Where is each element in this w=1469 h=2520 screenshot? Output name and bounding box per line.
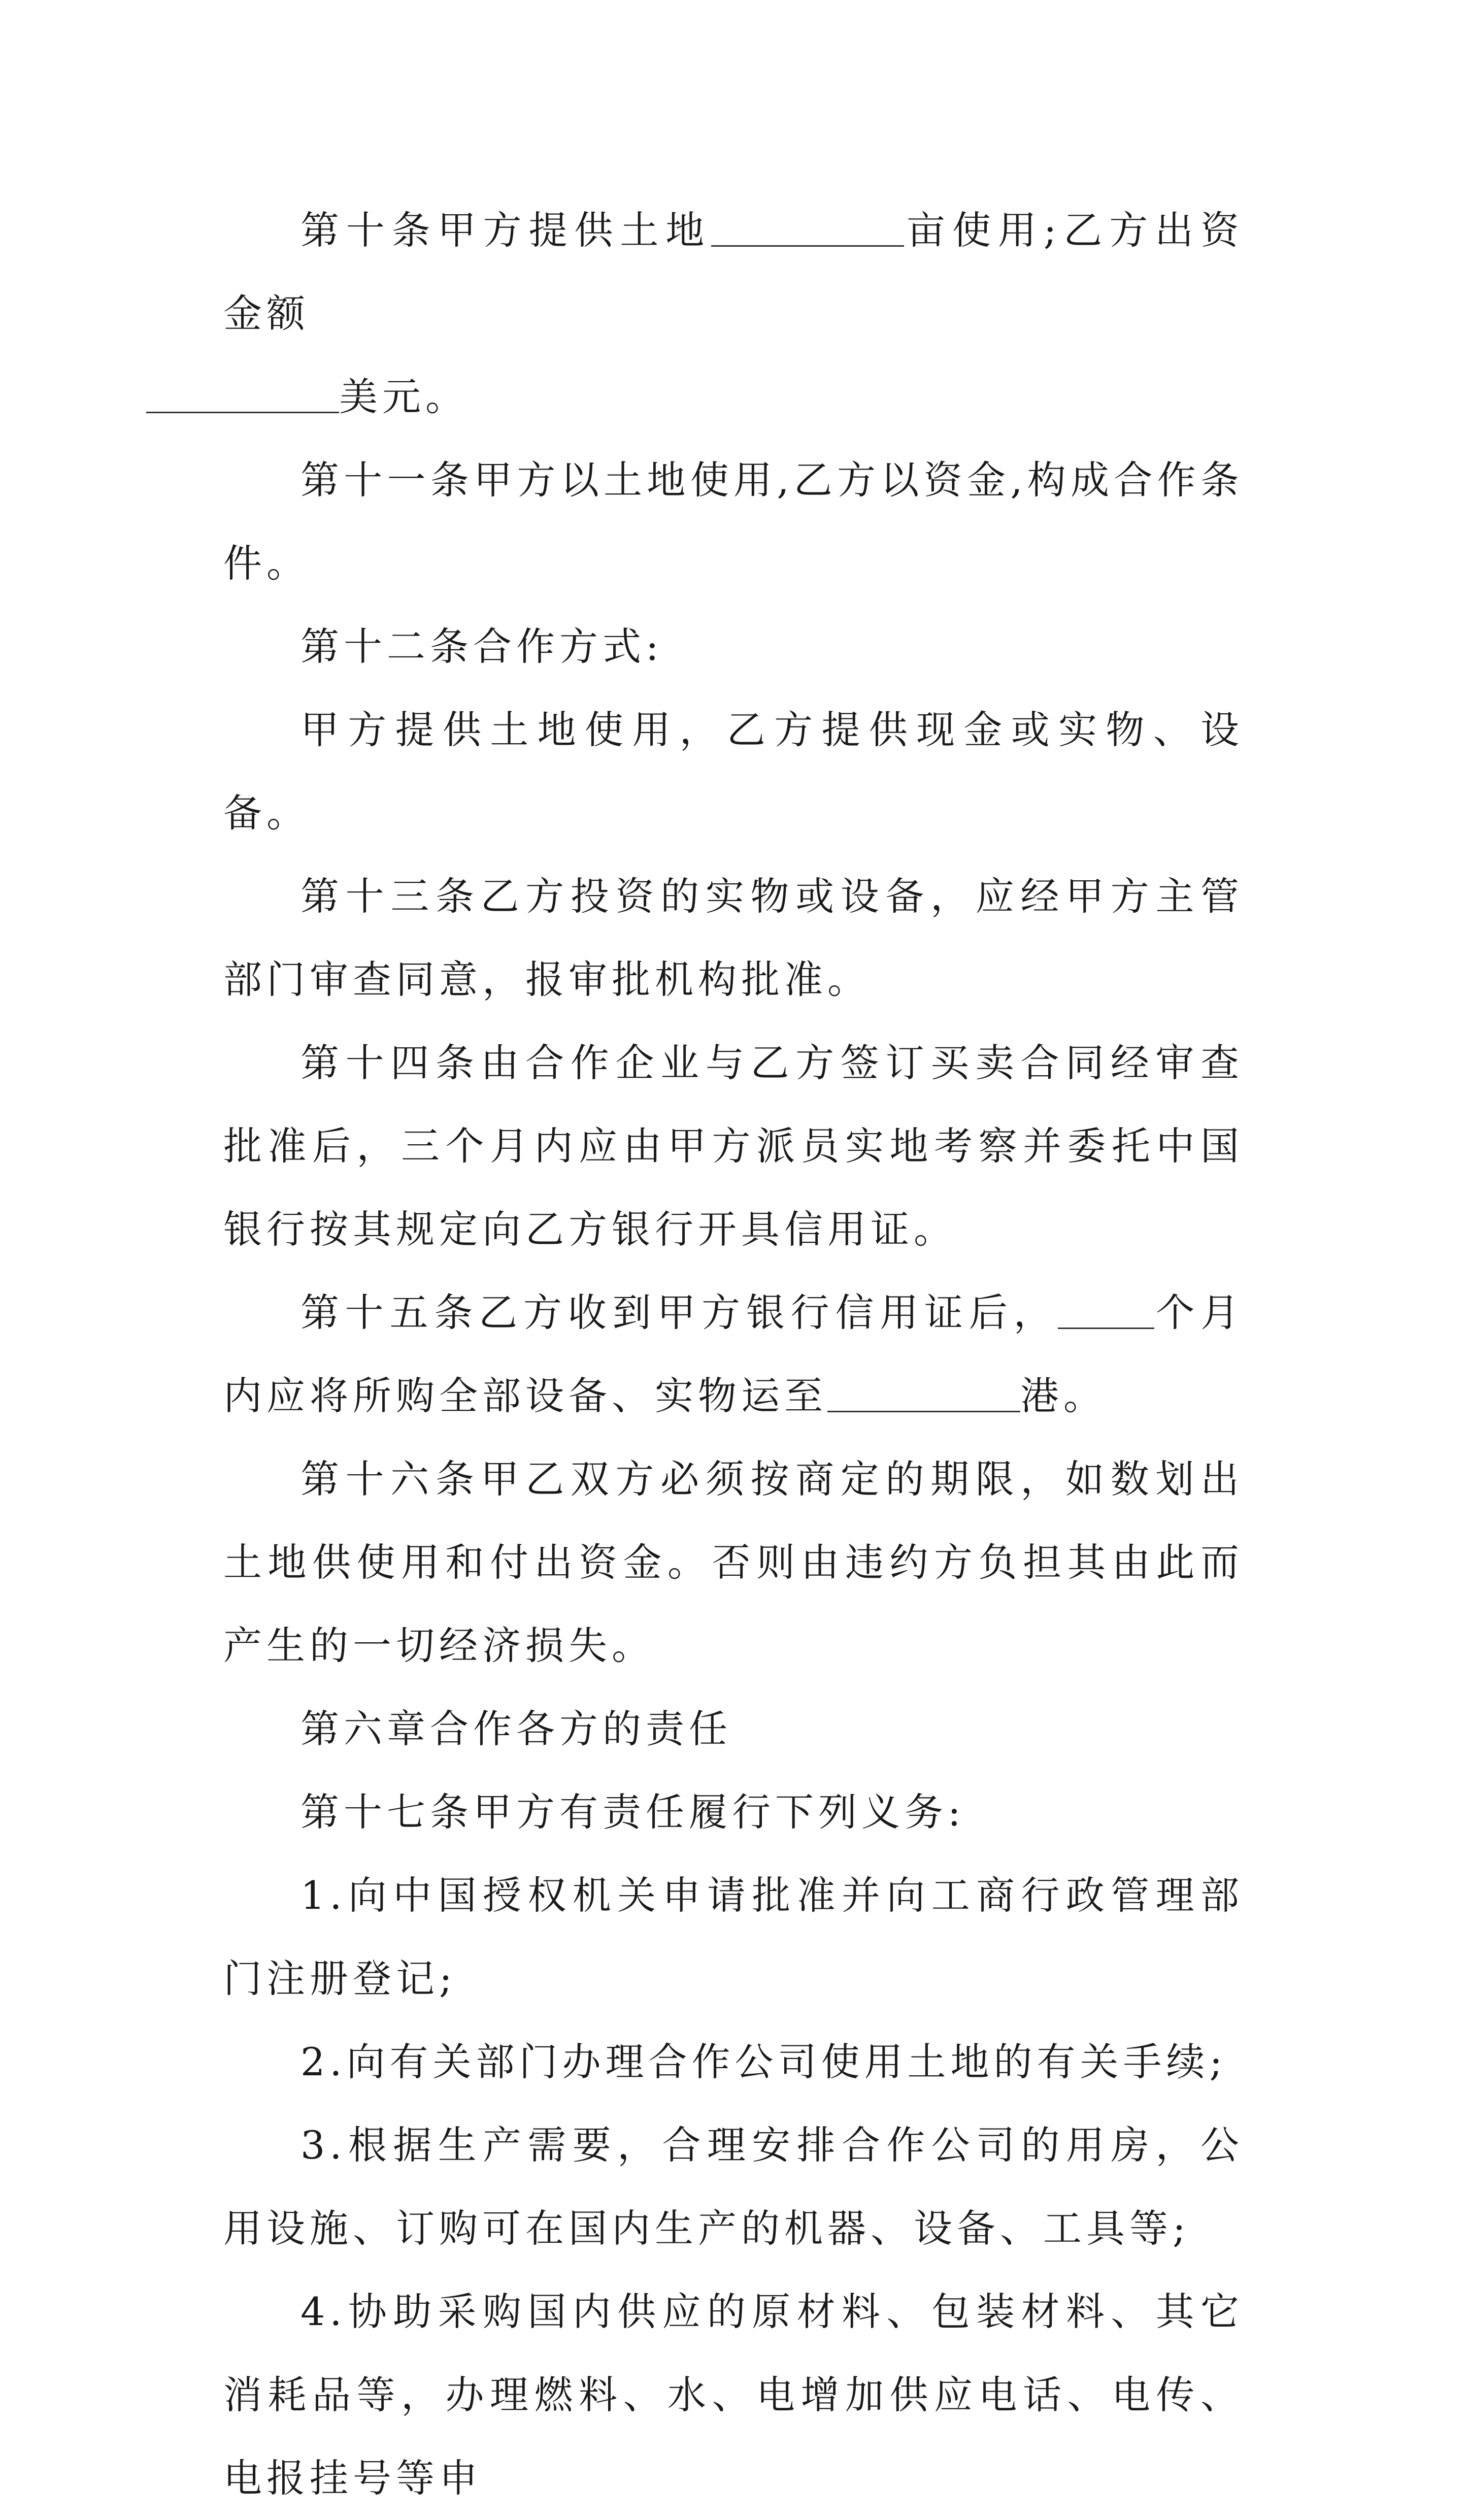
chapter-6-heading: 第六章合作各方的责任 xyxy=(301,1706,732,1751)
blank-investment-amount[interactable] xyxy=(146,373,339,413)
article-10-text-a: 第十条甲方提供土地 xyxy=(301,208,712,253)
article-12-detail: 甲方提供土地使用，乙方提供现金或实物、设备。 xyxy=(223,707,1244,836)
obligation-item-1: 1.向中国授权机关申请批准并向工商行政管理部门注册登记; xyxy=(223,1873,1244,2001)
article-13: 第十三条乙方投资的实物或设备，应经甲方主管部门审查同意，报审批机构批准。 xyxy=(223,874,1244,1002)
article-10-text-b: 亩使用;乙方出资金额 xyxy=(223,208,1244,336)
article-15-text-a: 第十五条乙方收到甲方银行信用证后， xyxy=(301,1290,1058,1335)
article-16: 第十六条甲乙双方必须按商定的期限，如数划出土地供使用和付出资金。否则由违约方负担其由此而产生的一切经济损失。 xyxy=(223,1456,1244,1668)
blank-months[interactable] xyxy=(1058,1289,1154,1329)
article-15 xyxy=(223,1271,1244,1438)
obligation-item-4: 4.协助采购国内供应的原材料、包装材料、其它消耗品等，办理燃料、水、电增加供应电话、电传、电报挂号等申 xyxy=(223,2289,1244,2501)
blank-port[interactable] xyxy=(827,1372,1020,1412)
blank-land-area[interactable] xyxy=(711,207,904,247)
article-11: 第十一条甲方以土地使用,乙方以资金,构成合作条件。 xyxy=(223,457,1244,586)
article-10 xyxy=(223,189,1244,439)
obligation-item-2: 2.向有关部门办理合作公司使用土地的有关手续; xyxy=(301,2039,1227,2084)
article-14: 第十四条由合作企业与乙方签订买卖合同经审查批准后，三个月内应由甲方派员实地考察并委托中国银行按其规定向乙方银行开具信用证。 xyxy=(223,1040,1244,1252)
article-17: 第十七条甲方有责任履行下列义务: xyxy=(301,1789,965,1835)
obligation-item-3: 3.根据生产需要，合理安排合作公司的用房，公用设施、订购可在国内生产的机器、设备、工具等; xyxy=(223,2123,1244,2251)
article-12: 第十二条合作方式: xyxy=(301,624,663,669)
article-15-text-c: 港。 xyxy=(1020,1373,1107,1418)
article-15-text-b: 个月内应将所购全部设备、实物运至 xyxy=(223,1290,1244,1418)
article-10-text-c: 美元。 xyxy=(339,374,469,419)
document-body xyxy=(223,189,1244,2520)
